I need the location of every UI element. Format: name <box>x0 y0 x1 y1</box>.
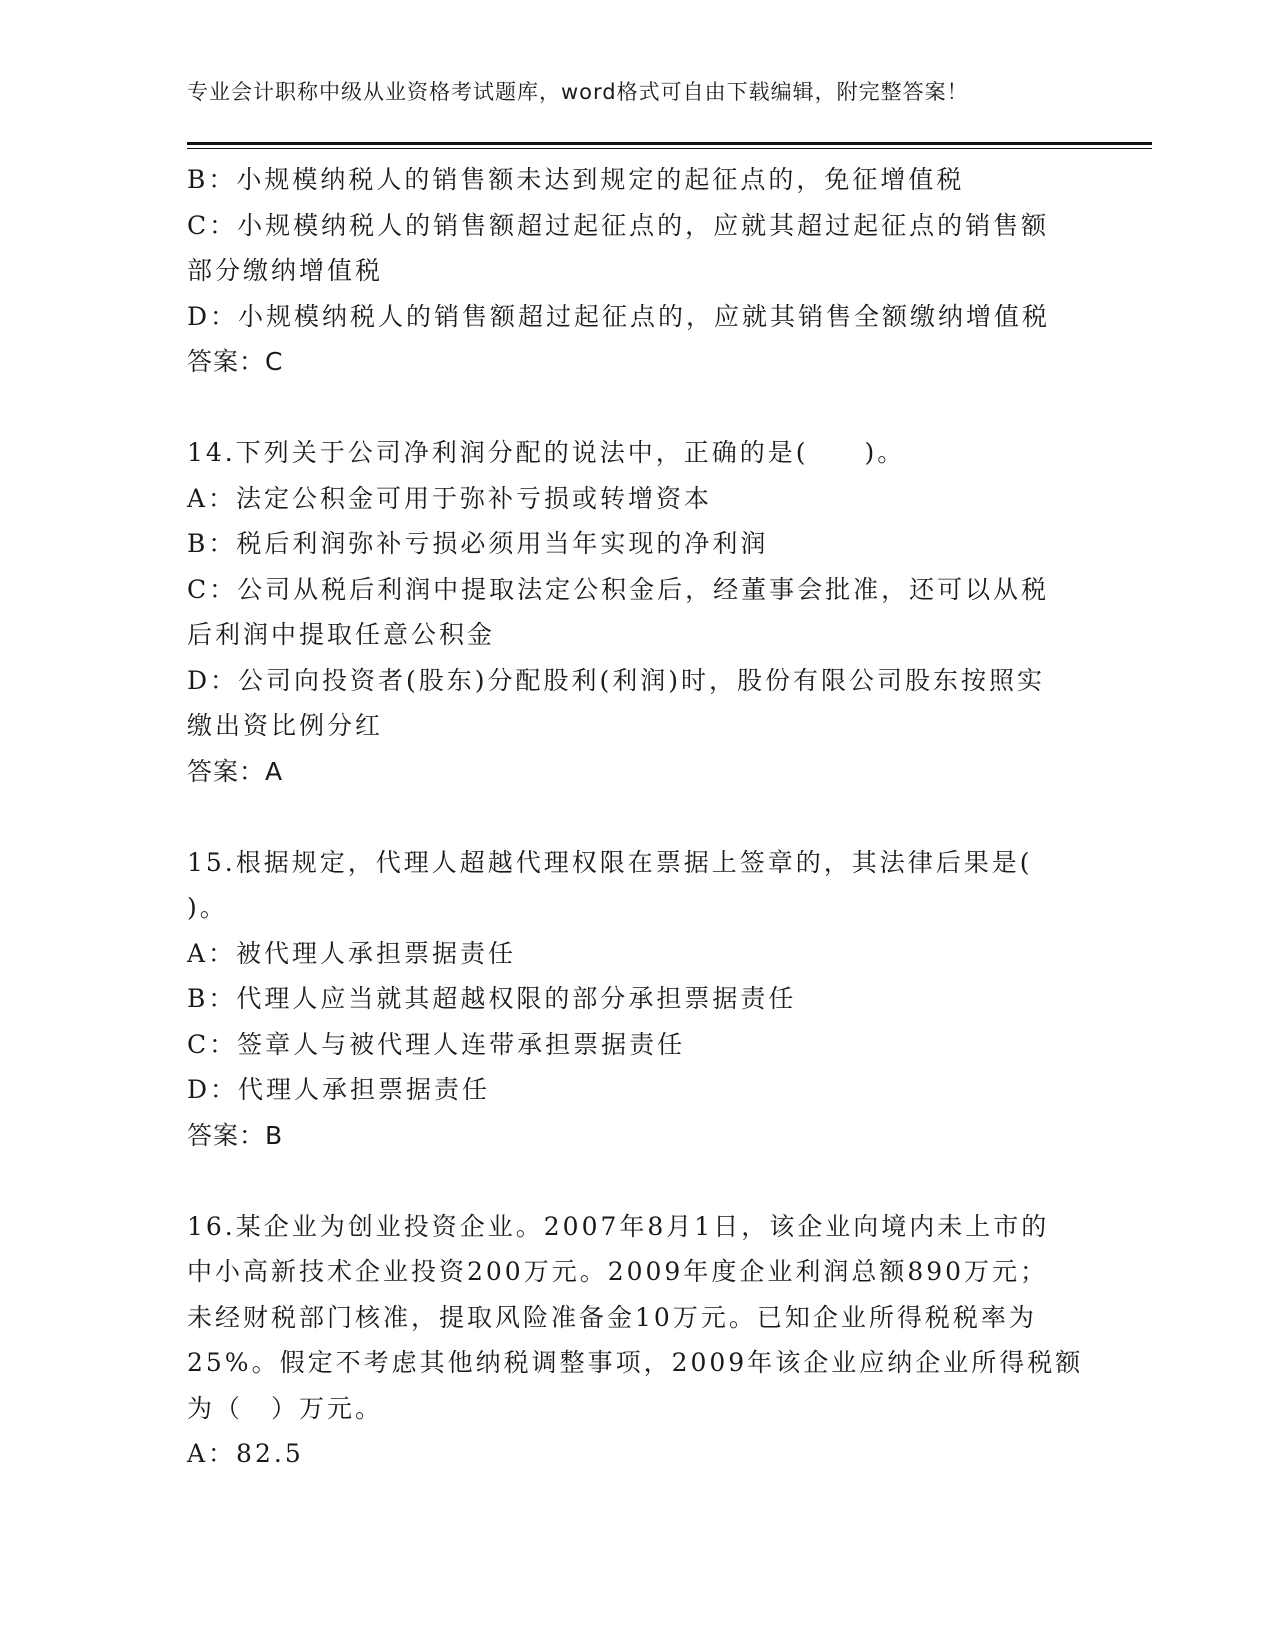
option-b: B：代理人应当就其超越权限的部分承担票据责任 <box>187 984 797 1013</box>
answer: 答案：C <box>187 347 284 376</box>
option-c: C：小规模纳税人的销售额超过起征点的，应就其超过起征点的销售额 <box>187 210 1050 240</box>
option-b: B：小规模纳税人的销售额未达到规定的起征点的，免征增值税 <box>187 165 965 194</box>
option-c: C：签章人与被代理人连带承担票据责任 <box>187 1029 686 1059</box>
option-c-continued: 部分缴纳增值税 <box>187 256 384 285</box>
question-content <box>187 157 1087 1477</box>
header-divider-thin <box>187 148 1152 149</box>
question-15 <box>187 840 1087 1159</box>
question-14 <box>187 430 1087 794</box>
question-stem: 15.根据规定，代理人超越代理权限在票据上签章的，其法律后果是( <box>187 847 1033 877</box>
option-d: D：代理人承担票据责任 <box>187 1075 491 1104</box>
option-a: A：82.5 <box>187 1439 304 1468</box>
header-divider-thick <box>187 142 1152 145</box>
question-stem-continued: 为（ ）万元。 <box>187 1393 384 1423</box>
spacer <box>187 385 1087 431</box>
option-c-continued: 后利润中提取任意公积金 <box>187 620 496 649</box>
spacer <box>187 794 1087 840</box>
answer: 答案：A <box>187 756 284 786</box>
question-13-continued <box>187 157 1087 385</box>
option-a: A：法定公积金可用于弥补亏损或转增资本 <box>187 483 713 513</box>
option-d: D：小规模纳税人的销售额超过起征点的，应就其销售全额缴纳增值税 <box>187 301 1051 331</box>
question-stem: 14.下列关于公司净利润分配的说法中，正确的是( )。 <box>187 438 906 467</box>
option-d: D：公司向投资者(股东)分配股利(利润)时，股份有限公司股东按照实 <box>187 665 1046 695</box>
question-stem-continued: 中小高新技术企业投资200万元。2009年度企业利润总额890万元； <box>187 1257 1049 1286</box>
page-header: 专业会计职称中级从业资格考试题库，word格式可自由下载编辑，附完整答案！ <box>187 80 969 104</box>
question-stem-continued: 25%。假定不考虑其他纳税调整事项，2009年该企业应纳企业所得税额 <box>187 1348 1084 1377</box>
option-d-continued: 缴出资比例分红 <box>187 711 384 740</box>
option-c: C：公司从税后利润中提取法定公积金后，经董事会批准，还可以从税 <box>187 574 1050 604</box>
option-a: A：被代理人承担票据责任 <box>187 938 517 968</box>
question-stem-continued: 未经财税部门核准，提取风险准备金10万元。已知企业所得税税率为 <box>187 1302 1037 1332</box>
answer: 答案：B <box>187 1120 284 1150</box>
option-b: B：税后利润弥补亏损必须用当年实现的净利润 <box>187 529 769 558</box>
question-stem-continued: )。 <box>187 893 228 922</box>
question-stem: 16.某企业为创业投资企业。2007年8月1日，该企业向境内未上市的 <box>187 1211 1050 1241</box>
question-16 <box>187 1204 1087 1477</box>
spacer <box>187 1158 1087 1204</box>
